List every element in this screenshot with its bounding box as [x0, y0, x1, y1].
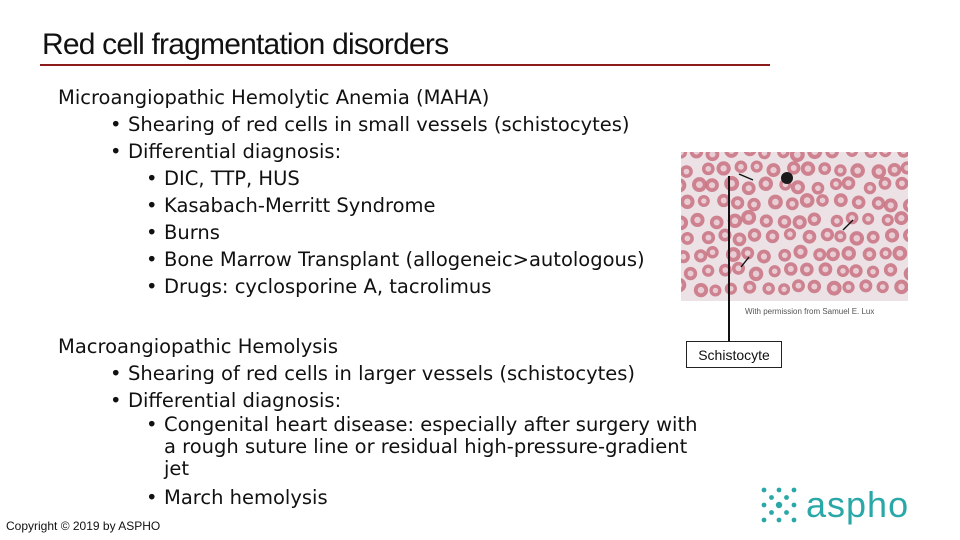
red-cell-pallor: [870, 269, 876, 275]
red-cell-pallor: [897, 250, 904, 257]
red-cell-pallor: [770, 167, 776, 173]
red-cell-pallor: [888, 267, 894, 273]
red-cell-pallor: [804, 266, 810, 272]
macro-section: [58, 333, 698, 511]
red-cell-pallor: [732, 218, 739, 225]
red-cell-pallor: [698, 287, 704, 293]
red-cell-pallor: [838, 197, 844, 203]
red-cell-pallor: [772, 269, 777, 274]
red-cell-pallor: [705, 235, 711, 241]
maha-heading: Microangiopathic Hemolytic Anemia (MAHA): [58, 86, 490, 109]
maha-list: [58, 111, 645, 300]
logo-dot: [792, 488, 797, 493]
red-cell-pallor: [854, 167, 861, 174]
red-cell-pallor: [696, 181, 703, 188]
red-cell-pallor: [705, 166, 711, 172]
red-cell-pallor: [838, 168, 844, 174]
red-cell-pallor: [882, 180, 888, 186]
red-cell-pallor: [876, 168, 883, 175]
aspho-logo: [760, 484, 909, 526]
red-cell-pallor: [898, 215, 904, 221]
red-cell-pallor: [898, 284, 905, 291]
red-cell-pallor: [701, 198, 706, 203]
red-cell-pallor: [698, 253, 704, 259]
red-cell-pallor: [714, 219, 720, 225]
red-cell-pallor: [769, 233, 775, 239]
red-cell-pallor: [781, 287, 786, 292]
red-cell-pallor: [796, 219, 802, 225]
red-cell-pallor: [899, 180, 905, 186]
red-cell-pallor: [736, 236, 742, 242]
red-cell-pallor: [753, 271, 759, 277]
maha-section: [58, 84, 645, 300]
red-cell-pallor: [782, 252, 788, 258]
maha-subbullet: • Kasabach-Merritt Syndrome: [146, 192, 645, 219]
red-cell-pallor: [694, 217, 700, 223]
red-cell-pallor: [811, 284, 817, 290]
macro-list: [58, 360, 698, 511]
red-cell-pallor: [746, 185, 752, 191]
red-cell-pallor: [745, 250, 751, 256]
maha-subbullet: • Burns: [146, 219, 645, 246]
red-cell-pallor: [754, 164, 759, 169]
title-underline: [40, 64, 770, 66]
red-cell-pallor: [853, 235, 860, 242]
red-cell-pallor: [789, 201, 795, 207]
red-cell-pallor: [880, 284, 886, 290]
red-cell-pallor: [747, 284, 753, 290]
slide-title: Red cell fragmentation disorders: [42, 28, 449, 61]
red-cell-pallor: [795, 184, 801, 190]
red-cell-pallor: [763, 218, 769, 224]
dark-cell: [781, 172, 793, 184]
red-cell-pallor: [730, 251, 737, 258]
red-cell-pallor: [822, 166, 828, 172]
red-cell-pallor: [763, 181, 769, 187]
red-cell-pallor: [751, 232, 757, 238]
red-cell-pallor: [867, 185, 873, 191]
red-cell-pallor: [875, 200, 881, 206]
red-cell-pallor: [797, 249, 803, 255]
red-cell-pallor: [891, 167, 897, 173]
red-cell-pallor: [830, 251, 836, 257]
red-cell-pallor: [772, 199, 779, 206]
blood-smear-image: [681, 152, 908, 301]
aspho-dots-icon: [760, 486, 798, 524]
red-cell-pallor: [709, 182, 715, 188]
macro-heading: Macroangiopathic Hemolysis: [58, 335, 338, 358]
logo-dot: [777, 518, 782, 523]
red-cell-pallor: [853, 268, 859, 274]
macro-bullet: • Differential diagnosis:: [110, 387, 698, 414]
red-cell-pallor: [684, 199, 690, 205]
red-cell-pallor: [745, 214, 752, 221]
red-cell-pallor: [811, 216, 817, 222]
red-cell-pallor: [845, 250, 852, 257]
maha-bullet: • Differential diagnosis:: [110, 138, 645, 165]
logo-dot: [792, 518, 797, 523]
red-cell-pallor: [710, 249, 716, 255]
red-cell-pallor: [866, 251, 872, 257]
red-cell-pallor: [788, 266, 794, 272]
copyright-text: Copyright © 2019 by ASPHO: [6, 519, 161, 533]
red-cell-pallor: [833, 181, 838, 186]
logo-dot: [762, 518, 767, 523]
red-cell-pallor: [845, 180, 851, 186]
red-cell-pallor: [805, 165, 812, 172]
maha-subbullet: • Drugs: cyclosporine A, tacrolimus: [146, 273, 645, 300]
red-cell-pallor: [766, 286, 772, 292]
red-cell: [904, 266, 908, 281]
red-cell-pallor: [889, 232, 895, 238]
maha-bullet: • Shearing of red cells in small vessels (schistocytes): [110, 111, 645, 138]
red-cell-pallor: [831, 285, 838, 292]
red-cell-pallor: [720, 165, 726, 171]
red-cell-pallor: [806, 234, 812, 240]
red-cell-pallor: [684, 169, 690, 175]
maha-subbullet: • DIC, TTP, HUS: [146, 165, 645, 192]
logo-dot: [769, 510, 774, 515]
red-cell-pallor: [885, 217, 890, 222]
red-cell-pallor: [796, 283, 802, 289]
red-cell-pallor: [817, 252, 823, 258]
red-cell-pallor: [684, 236, 690, 242]
red-cell-pallor: [738, 164, 744, 170]
red-cell-pallor: [736, 265, 742, 271]
red-cell-pallor: [888, 202, 894, 208]
red-cell-pallor: [834, 218, 840, 224]
logo-dot: [792, 503, 797, 508]
red-cell-pallor: [822, 266, 828, 272]
image-credit: With permission from Samuel E. Lux: [745, 307, 875, 316]
logo-dot: [784, 495, 789, 500]
red-cell-pallor: [751, 202, 757, 208]
red-cell-pallor: [870, 234, 876, 240]
red-cell-pallor: [824, 232, 830, 238]
schistocyte-label: Schistocyte: [686, 341, 782, 368]
pointer-arrow: [739, 174, 753, 180]
red-cell-pallor: [787, 231, 792, 236]
macro-subbullet: • March hemolysis: [146, 484, 698, 511]
red-cell-pallor: [688, 271, 694, 277]
red-cell-pallor: [721, 198, 727, 204]
red-cell-pallor: [820, 198, 826, 204]
logo-dot: [762, 503, 767, 508]
red-cell-pallor: [863, 283, 869, 289]
red-cell-pallor: [705, 268, 711, 274]
logo-dot: [776, 502, 782, 508]
red-cell-pallor: [840, 268, 846, 274]
red-cell-pallor: [856, 199, 862, 205]
red-cell-pallor: [735, 200, 741, 206]
red-cell-pallor: [713, 288, 718, 293]
macro-bullet: • Shearing of red cells in larger vessels (schistocytes): [110, 360, 698, 387]
red-cell-pallor: [781, 219, 787, 225]
logo-dot: [784, 510, 789, 515]
red-cell-pallor: [883, 251, 889, 257]
red-cell-pallor: [791, 165, 797, 171]
maha-subbullet: • Bone Marrow Transplant (allogeneic>autologous): [146, 246, 645, 273]
red-cell-pallor: [815, 185, 821, 191]
macro-subbullet: • Congenital heart disease: especially after surgery with a rough suture line or residual high-pressure-gradient jet: [146, 414, 698, 480]
logo-dot: [762, 488, 767, 493]
red-cell-pallor: [865, 216, 870, 221]
red-cell: [743, 152, 756, 156]
logo-wordmark: aspho: [806, 484, 910, 525]
red-cell-pallor: [846, 284, 852, 290]
logo-dot: [777, 488, 782, 493]
red-cell-pallor: [838, 234, 843, 239]
red-cell-pallor: [761, 253, 767, 259]
logo-dot: [769, 495, 774, 500]
red-cell-pallor: [804, 197, 811, 204]
blood-smear-micrograph-icon: [681, 152, 908, 301]
schistocyte-leader-line: [728, 176, 730, 342]
